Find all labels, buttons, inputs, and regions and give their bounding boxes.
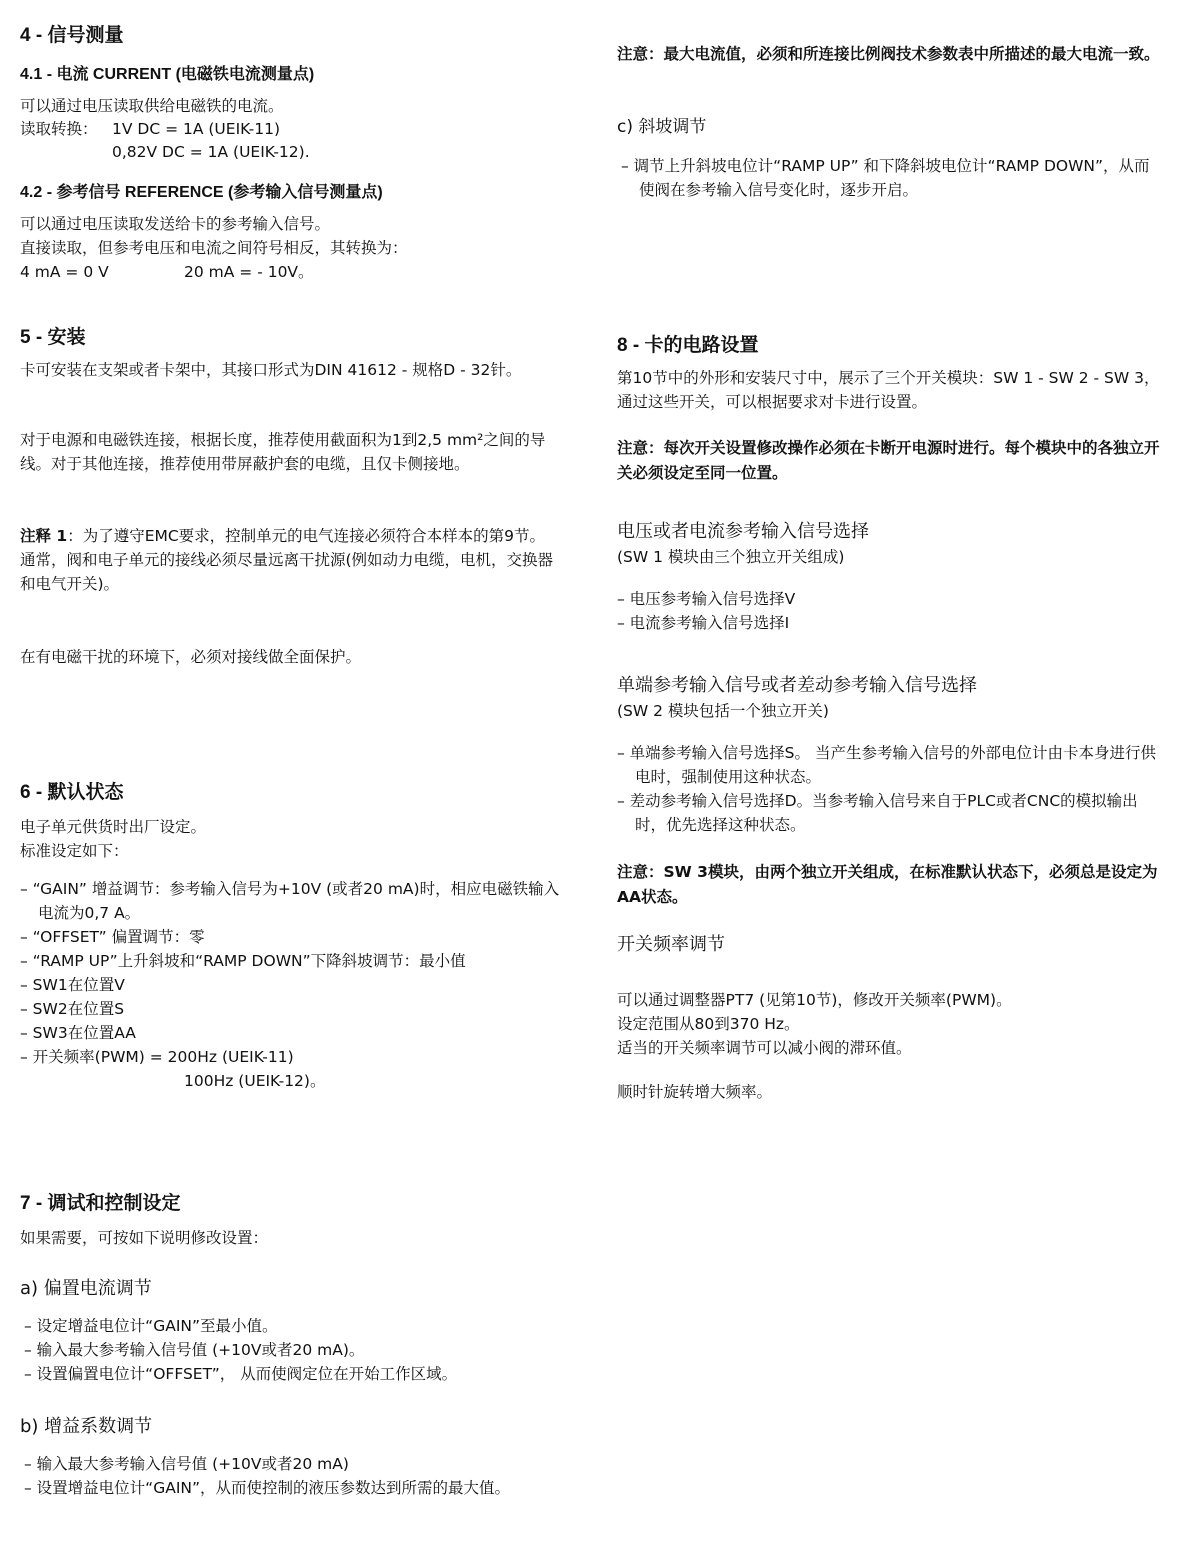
paragraph: 适当的开关频率调节可以减小阀的滞环值。 [617,1039,912,1057]
list-item: – 差动参考输入信号选择D。当参考输入信号来自于PLC或者CNC的模拟输出时，优先选择这种状态。 [617,792,1138,834]
emc-note [20,524,568,596]
section-6-title: 6 - 默认状态 [20,782,124,803]
list-item: – 电压参考输入信号选择V [617,590,796,608]
list-item: – “OFFSET” 偏置调节：零 [20,928,205,946]
frequency-direction [617,1080,1165,1104]
subsection-subtitle: (SW 2 模块包括一个独立开关) [617,702,829,720]
subsection-title: a) 偏置电流调节 [20,1278,152,1299]
paragraph: 第10节中的外形和安装尺寸中，展示了三个开关模块：SW 1 - SW 2 - SW 3，通过这些开关，可以根据要求对卡进行设置。 [617,369,1160,411]
subsection-title: b) 增益系数调节 [20,1416,153,1437]
list-item: – 输入最大参考输入信号值 (+10V或者20 mA) [24,1455,349,1473]
list-item: – 设定增益电位计“GAIN”至最小值。 [24,1317,278,1335]
list-item: – SW2在位置S [20,1000,125,1018]
paragraph: 通常，阀和电子单元的接线必须尽量远离干扰源(例如动力电缆，电机，交换器和电气开关)。 [20,551,554,593]
emi-paragraph [20,645,568,669]
conversion-value-1: 1V DC = 1A (UEIK-11) [112,120,281,138]
list-item: – SW1在位置V [20,976,125,994]
section-4 [20,24,568,48]
switch-note [617,436,1165,486]
list-item: – 输入最大参考输入信号值 (+10V或者20 mA)。 [24,1341,365,1359]
paragraph: 对于电源和电磁铁连接，根据长度，推荐使用截面积为1到2,5 mm²之间的导线。对于其他连接，推荐使用带屏蔽护套的电缆，且仅卡侧接地。 [20,431,546,473]
wiring-paragraph [20,428,568,476]
paragraph: 可以通过电压读取发送给卡的参考输入信号。 [20,215,331,233]
conversion-pair [20,260,568,284]
gain-adjust [20,1414,568,1500]
note-label: 注释 1 [20,527,68,545]
note-paragraph [20,524,568,548]
frequency-block [617,932,1165,958]
subsection-title: 电压或者电流参考输入信号选择 [617,521,869,542]
list-item: – 设置偏置电位计“OFFSET”， 从而使阀定位在开始工作区域。 [24,1365,458,1383]
subsection-subtitle: (SW 1 模块由三个独立开关组成) [617,548,845,566]
section-8-title: 8 - 卡的电路设置 [617,335,759,356]
section-5-title: 5 - 安装 [20,327,86,348]
section-6 [20,781,568,1093]
section-4-1 [20,64,568,164]
list-item: – SW3在位置AA [20,1024,136,1042]
paragraph: 电子单元供货时出厂设定。 [20,818,207,836]
subsection-title: 单端参考输入信号或者差动参考输入信号选择 [617,675,977,696]
subsection-title: 开关频率调节 [617,934,725,955]
subsection-title: c) 斜坡调节 [617,117,707,137]
list-item: – 设置增益电位计“GAIN”，从而使控制的液压参数达到所需的最大值。 [24,1479,511,1497]
max-current-note [617,42,1165,67]
paragraph: 可以通过电压读取供给电磁铁的电流。 [20,97,284,115]
sw3-note [617,860,1165,910]
pair-value-a: 4 mA = 0 V [20,263,109,281]
offset-adjust [20,1276,568,1386]
frequency-text [617,988,1165,1060]
pwm-label: – 开关频率(PWM) = [20,1048,168,1066]
note-text: ：为了遵守EMC要求，控制单元的电气连接必须符合本样本的第9节。 [67,527,546,545]
pair-value-b: 20 mA = - 10V。 [184,263,314,281]
section-4-1-title: 4.1 - 电流 CURRENT (电磁铁电流测量点) [20,66,315,83]
list-item: – “RAMP UP”上升斜坡和“RAMP DOWN”下降斜坡调节：最小值 [20,952,466,970]
note-paragraph: 注意：SW 3模块，由两个独立开关组成，在标准默认状态下，必须总是设定为AA状态。 [617,863,1158,906]
section-7 [20,1192,568,1250]
pwm-list-item [20,1045,568,1069]
paragraph: 直接读取，但参考电压和电流之间符号相反，其转换为： [20,239,408,257]
section-8 [617,334,1165,414]
section-4-title: 4 - 信号测量 [20,25,124,46]
section-4-2 [20,182,568,284]
section-7-title: 7 - 调试和控制设定 [20,1193,181,1214]
pwm-value-2: 100Hz (UEIK-12)。 [184,1072,326,1090]
paragraph: 可以通过调整器PT7 (见第10节)，修改开关频率(PWM)。 [617,991,1012,1009]
note-paragraph: 注意：最大电流值，必须和所连接比例阀技术参数表中所描述的最大电流一致。 [617,45,1160,63]
list-item: – “GAIN” 增益调节：参考输入信号为+10V (或者20 mA)时，相应电磁铁输入电流为0,7 A。 [20,880,560,922]
pwm-value-1: 200Hz (UEIK-11) [167,1048,294,1066]
paragraph: 顺时针旋转增大频率。 [617,1083,773,1101]
section-4-2-title: 4.2 - 参考信号 REFERENCE (参考输入信号测量点) [20,184,383,201]
ramp-adjust [617,114,1165,202]
section-5 [20,326,568,382]
conversion-label: 读取转换： [20,120,98,138]
list-item: – 电流参考输入信号选择I [617,614,790,632]
conversion-value-2: 0,82V DC = 1A (UEIK-12). [112,143,310,161]
paragraph: 标准设定如下： [20,842,129,860]
conversion-table [20,118,568,164]
list-item: – 调节上升斜坡电位计“RAMP UP” 和下降斜坡电位计“RAMP DOWN”，从而使阀在参考输入信号变化时，逐步开启。 [621,157,1150,199]
paragraph: 卡可安装在支架或者卡架中，其接口形式为DIN 41612 - 规格D - 32针。 [20,361,522,379]
list-item: – 单端参考输入信号选择S。 当产生参考输入信号的外部电位计由卡本身进行供电时，强制使用这种状态。 [617,744,1156,786]
note-paragraph: 注意：每次开关设置修改操作必须在卡断开电源时进行。每个模块中的各独立开关必须设定至同一位置。 [617,439,1160,482]
paragraph: 设定范围从80到370 Hz。 [617,1015,800,1033]
sw2-block [617,673,1165,837]
paragraph: 在有电磁干扰的环境下，必须对接线做全面保护。 [20,648,362,666]
sw1-block [617,519,1165,635]
paragraph: 如果需要，可按如下说明修改设置： [20,1229,269,1247]
